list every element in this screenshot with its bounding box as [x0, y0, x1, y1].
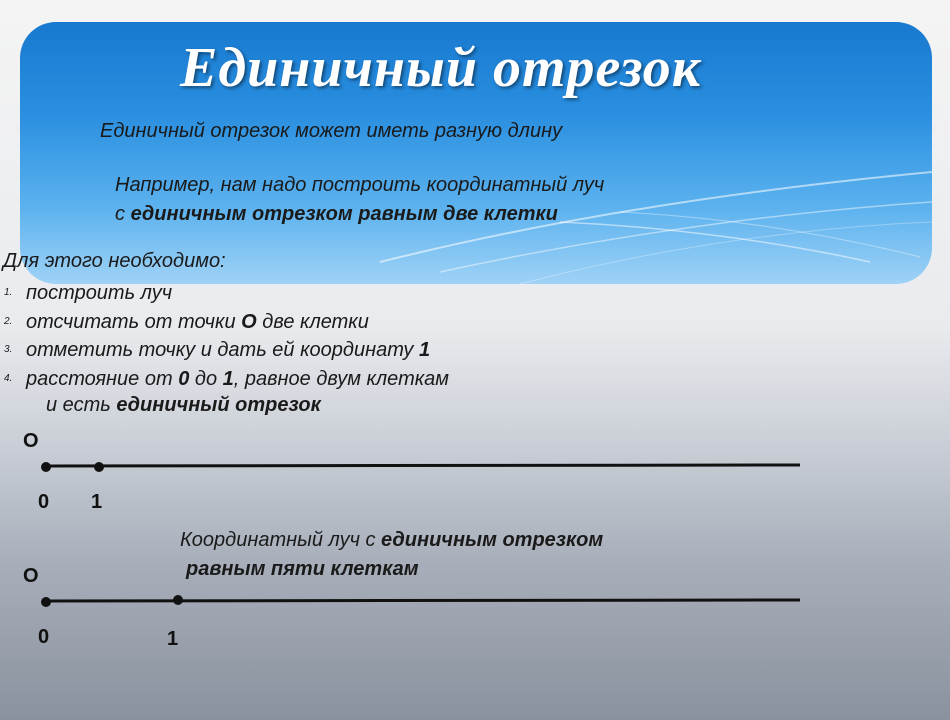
ray-1-unit-point — [94, 462, 104, 472]
page-title: Единичный отрезок — [180, 37, 702, 99]
ray-2-zero-label: 0 — [38, 626, 50, 648]
ray-2-origin-label: О — [23, 565, 39, 587]
subtitle: Единичный отрезок может иметь разную длину — [100, 120, 563, 142]
ray-1-line — [46, 465, 800, 466]
example-line-1: Например, нам надо построить координатный луч — [115, 174, 605, 196]
ray-1-origin-label: О — [23, 430, 39, 452]
ray-1-zero-label: 0 — [38, 491, 50, 513]
ray-2-origin-point — [41, 597, 51, 607]
ray-1-one-label: 1 — [91, 491, 103, 513]
conclusion-text: и есть единичный отрезок — [46, 394, 321, 416]
ray-2-one-label: 1 — [167, 628, 179, 650]
ray-1-origin-point — [41, 462, 51, 472]
ray-2-unit-point — [173, 595, 183, 605]
intro-text: Для этого необходимо: — [3, 250, 226, 272]
example-line-2: с единичным отрезком равным две клетки — [115, 203, 558, 225]
ray-2-line — [46, 600, 800, 601]
caption-line-2: равным пяти клеткам — [186, 558, 419, 580]
caption-line-1: Координатный луч с единичным отрезком — [180, 529, 604, 551]
